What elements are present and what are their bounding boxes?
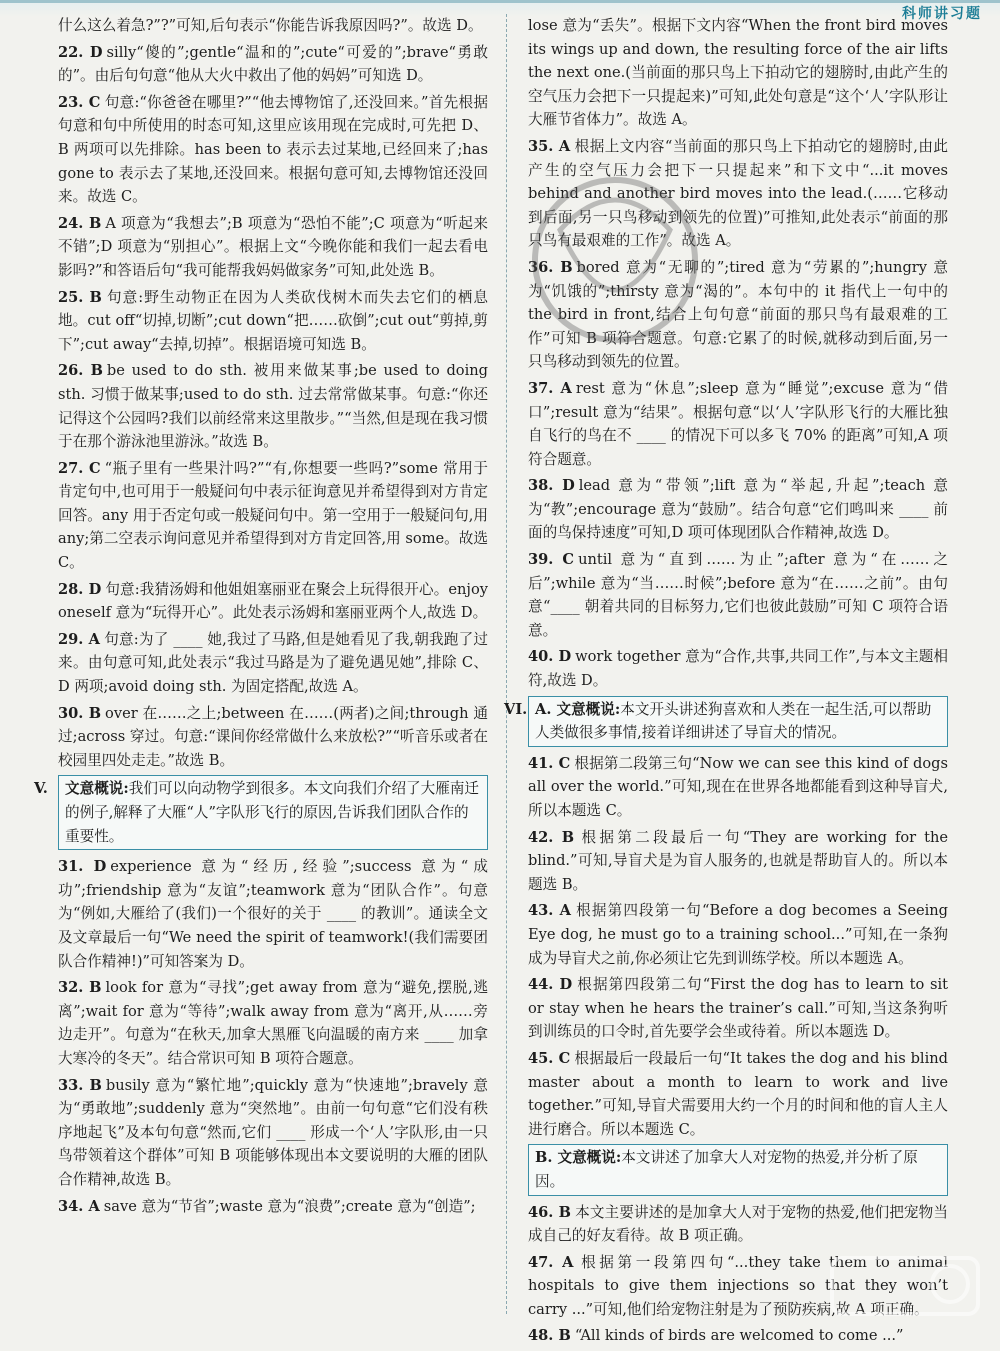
answer-number: 40. D [528, 648, 572, 666]
answer-explanation: be used to do sth. 被用来做某事;be used to doing sth. 习惯于做某事;used to do sth. 过去常常做某事。句意:“你还记得这个公园吗?我们以前经常来这里散步。”“当然,但是现在我习惯于在那个游泳池里游泳。”故选 B。 [58, 362, 489, 451]
answer-item [58, 457, 488, 575]
answer-number: 24. B [58, 214, 102, 232]
answer-item [58, 1074, 488, 1192]
answer-explanation: silly“傻的”;gentle“温和的”;cute“可爱的”;brave“勇敢的”。由后句句意“他从大火中救出了他的妈妈”可知选 D。 [58, 43, 488, 85]
answer-explanation: 句意:我猜汤姆和他姐姐塞丽亚在聚会上玩得很开心。enjoy oneself 意为“玩得开心”。此处表示汤姆和塞丽亚两个人,故选 D。 [58, 580, 488, 622]
right-column [504, 14, 949, 1351]
answer-explanation: save 意为“节省”;waste 意为“浪费”;create 意为“创造”; [103, 1197, 476, 1215]
answer-item [528, 1324, 948, 1348]
answer-explanation: 根据上文内容“当前面的那只鸟上下拍动它的翅膀时,由此产生的空气压力会把下一只提起来”和下文中“...it moves behind and another bird moves into the lead.(……它移动到后面,另一只鸟移动到领先的位置)”可推知,此处表示“前面的那只鸟有最艰难的工作”。故选 A。 [528, 137, 948, 250]
answer-explanation: 根据第二段第三句“Now we can see this kind of dogs all over the world.”可知,现在在世界各地都能看到这种导盲犬,所以本题选 C。 [528, 754, 948, 819]
summary-label: 文意概说: [65, 780, 129, 798]
answer-explanation: 根据第一段第四句“...they take them to animal hospitals to give them injections so that they won’t carry ...”可知,他们给宠物注射是为了预防疾病,故 A 项正确。 [528, 1253, 948, 1318]
answer-item [528, 1201, 948, 1248]
answer-explanation: 根据第二段最后一句“They are working for the blind.”可知,导盲犬是为盲人服务的,也就是帮助盲人的。所以本题选 B。 [528, 828, 948, 893]
answer-explanation: A 项意为“我想去”;B 项意为“恐怕不能”;C 项意为“听起来不错”;D 项意为“别担心”。根据上文“今晚你能和我们一起去看电影吗?”和答语后句“我可能帮我妈妈做家务”可知,此处选 B。 [58, 214, 488, 279]
summary-box [58, 775, 488, 850]
answer-explanation: 根据第四段第二句“First the dog has to learn to sit or stay when he hears the trainer’s call.”可知,当这条狗听到训练员的口令时,首先要学会坐或待着。所以本题选 D。 [528, 976, 948, 1041]
column-divider [506, 14, 507, 1314]
answer-number: 33. B [58, 1076, 102, 1094]
answer-explanation: 根据最后一段最后一句“It takes the dog and his blind master about a month to learn to work and live together.”可知,导盲犬需要用大约一个月的时间和他的盲人主人进行磨合。所以本题选 C。 [528, 1049, 948, 1138]
answer-number: 28. D [58, 580, 102, 598]
answer-number: 27. C [58, 459, 101, 477]
answer-number: 26. B [58, 362, 103, 380]
answer-item [58, 359, 488, 453]
answer-explanation: 根据第四段第一句“Before a dog becomes a Seeing Eye dog, he must go to a training school...”可知,在一条狗成为导盲犬之前,你必须让它先到训练学校。所以本题选 A。 [528, 902, 949, 967]
summary-box-b [528, 1144, 948, 1195]
answer-explanation: 句意:“你爸爸在哪里?”“他去博物馆了,还没回来。”首先根据句意和句中所使用的时态可知,这里应该用现在完成时,可先把 D、B 两项可以先排除。has been to 表示去过某地,已经回来了;has gone to 表示去了某地,还没回来。根据句意可知,去博物馆还没回来。故选 C。 [58, 93, 488, 206]
summary-label: A. 文意概说: [535, 700, 621, 718]
answer-number: 23. C [58, 93, 101, 111]
answer-number: 31. D [58, 858, 107, 876]
header-tag: 科师讲习题 [902, 6, 982, 22]
answer-number: 48. B [528, 1327, 571, 1345]
answer-number: 32. B [58, 979, 102, 997]
answer-explanation: over 在……之上;between 在……(两者)之间;through 通过;across 穿过。句意:“课间你经常做什么来放松?”“听音乐或者在校园里四处走走。”故选 B。 [58, 704, 488, 769]
section-number: V. [34, 780, 48, 798]
answer-item [58, 1195, 488, 1219]
answer-item [58, 628, 488, 699]
answer-item [528, 645, 948, 692]
answer-item [58, 41, 488, 88]
answer-item [528, 1047, 948, 1141]
answer-number: 45. C [528, 1049, 571, 1067]
answer-number: 44. D [528, 976, 573, 994]
answer-explanation: 本文主要讲述的是加拿大人对于宠物的热爱,他们把宠物当成自己的好友看待。故 B 项正确。 [528, 1203, 948, 1245]
lead-text: 什么这么着急?”?”可知,后句表示“你能告诉我原因吗?”。故选 D。 [58, 17, 483, 34]
summary-text: 我们可以向动物学到很多。本文向我们介绍了大雁南迁的例子,解释了大雁“人”字队形飞行的原因,告诉我们团队合作的重要性。 [65, 780, 480, 845]
summary-text: 本文开头讲述狗喜欢和人类在一起生活,可以帮助人类做很多事情,接着详细讲述了导盲犬的情况。 [535, 700, 932, 742]
answer-item [58, 702, 488, 773]
section-number: VI. [504, 700, 528, 718]
answer-number: 41. C [528, 754, 571, 772]
answer-item [58, 91, 488, 209]
section-vi [504, 696, 948, 747]
answer-number: 39. C [528, 551, 575, 569]
answer-item [528, 826, 948, 897]
answer-number: 43. A [528, 902, 571, 920]
answer-explanation: “瓶子里有一些果汁吗?”“有,你想要一些吗?”some 常用于肯定句中,也可用于一般疑问句中表示征询意见并希望得到对方肯定回答。any 用于否定句或一般疑问句中。第一空用于一般疑问句,用 any;第二空表示询问意见并希望得到对方肯定回答,用 some。故选 C。 [58, 459, 488, 572]
summary-box [528, 696, 948, 747]
answer-explanation: rest 意为“休息”;sleep 意为“睡觉”;excuse 意为“借口”;result 意为“结果”。根据句意“以‘人’字队形飞行的大雁比独自飞行的鸟在不 ____ 的情况下可以多飞 70% 的距离”可知,A 项符合题意。 [528, 379, 948, 468]
answer-explanation: lead 意为“带领”;lift 意为“举起,升起”;teach 意为“教”;encourage 意为“鼓励”。结合句意“它们鸣叫来 ____ 前面的鸟保持速度”可知,D 项可体现团队合作精神,故选 D。 [528, 477, 948, 542]
answer-explanation: bored 意为“无聊的”;tired 意为“劳累的”;hungry 意为“饥饿的”;thirsty 意为“渴的”。本句中的 it 指代上一句中的 the bird in front,结合上句句意“前面的那只鸟有最艰难的工作”可知 B 项符合题意。句意:它累了的时候,就移动到后面,另一只鸟移动到领先的位置。 [528, 258, 948, 371]
summary-label: B. 文意概说: [535, 1149, 622, 1167]
answer-number: 47. A [528, 1253, 574, 1271]
answer-explanation: look for 意为“寻找”;get away from 意为“避免,摆脱,逃离”;wait for 意为“等待”;walk away from 意为“离开,从……旁边走开”。句意为“在秋天,加拿大黑雁飞向温暖的南方来 ____ 加拿大寒冷的冬天”。结合常识可知 B 项符合题意。 [58, 979, 488, 1067]
answer-explanation: work together 意为“合作,共事,共同工作”,与本文主题相符,故选 D。 [528, 648, 948, 690]
answer-number: 30. B [58, 704, 102, 722]
watermark-logo [830, 1256, 980, 1316]
answer-item [528, 973, 948, 1044]
lead-text: lose 意为“丢失”。根据下文内容“When the front bird moves its wings up and down, the resulting force of the air lifts the next one.(当前面的那只鸟上下拍动它的翅膀时,由此产生的空气压力会把下一只提起来)”可知,此处句意是“这个‘人’字队形让大雁节省体力”。故选 A。 [528, 17, 948, 129]
answer-number: 37. A [528, 379, 572, 397]
answer-number: 38. D [528, 477, 575, 495]
answer-number: 25. B [58, 288, 102, 306]
answer-number: 34. A [58, 1197, 100, 1215]
answer-number: 36. B [528, 258, 573, 276]
answer-number: 22. D [58, 43, 103, 61]
answer-number: 29. A [58, 630, 100, 648]
answer-number: 42. B [528, 828, 575, 846]
answer-item [58, 286, 488, 357]
answer-item [58, 212, 488, 283]
answer-number: 35. A [528, 137, 571, 155]
answer-explanation: busily 意为“繁忙地”;quickly 意为“快速地”;bravely 意为“勇敢地”;suddenly 意为“突然地”。由前一句句意“它们没有秩序地起飞”及本句句意“然而,它们 ____ 形成一个‘人’字队形,由一只鸟带领着这个群体”可知 B 项能够体现出本文要说明的大雁的团队合作精神,故选 B。 [58, 1076, 488, 1188]
answer-item [528, 899, 948, 970]
section-v [34, 775, 488, 850]
answer-item [528, 752, 948, 823]
answer-item [58, 578, 488, 625]
answer-explanation: 句意:野生动物正在因为人类砍伐树木而失去它们的栖息地。cut off“切掉,切断”;cut down“把……砍倒”;cut out“剪掉,剪下”;cut away“去掉,切掉”。根据语境可知选 B。 [58, 288, 488, 353]
answer-item [528, 256, 948, 374]
answer-item [528, 474, 948, 545]
answer-item [528, 548, 948, 642]
answer-item [58, 855, 488, 973]
answer-explanation: 句意:为了 ____ 她,我过了马路,但是她看见了我,朝我跑了过来。由句意可知,此处表示“我过马路是为了避免遇见她”,排除 C、D 两项;avoid doing sth. 为固定搭配,故选 A。 [58, 630, 488, 696]
answer-explanation: “All kinds of birds are welcomed to come ...” [574, 1327, 904, 1345]
summary-text: 本文讲述了加拿大人对宠物的热爱,并分析了原因。 [535, 1149, 918, 1190]
answer-explanation: until 意为“直到……为止”;after 意为“在……之后”;while 意为“当……时候”;before 意为“在……之前”。由句意“____ 朝着共同的目标努力,它们也彼此鼓励”可知 C 项符合语意。 [528, 551, 949, 639]
answer-item [528, 135, 948, 253]
left-column [34, 14, 489, 1221]
answer-item [528, 377, 948, 471]
answer-number: 46. B [528, 1203, 571, 1221]
answer-explanation: experience 意为“经历,经验”;success 意为“成功”;friendship 意为“友谊”;teamwork 意为“团队合作”。句意为“例如,大雁给了(我们)一个很好的关于 ____ 的教训”。通读全文及文章最后一句“We need the spirit of teamwork!(我们需要团队合作精神!)”可知答案为 D。 [58, 858, 488, 970]
answer-item [58, 976, 488, 1070]
